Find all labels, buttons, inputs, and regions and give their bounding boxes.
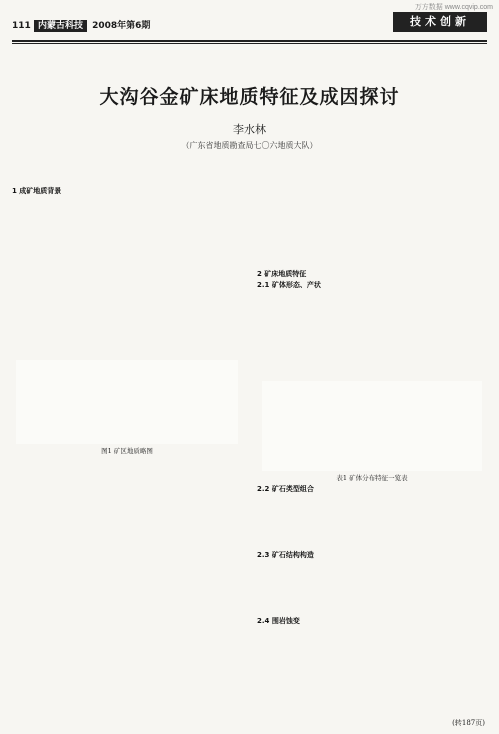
ore-body-table (262, 381, 482, 471)
journal-info (12, 18, 150, 31)
section-tab: 技术创新 (393, 12, 487, 32)
author: 李水林 (233, 123, 266, 136)
section-heading: 2 矿床地质特征 (257, 270, 307, 278)
subsection-heading: 2.4 围岩蚀变 (257, 617, 300, 625)
issue-label: 2008年第6期 (92, 21, 151, 31)
subsection-heading: 2.3 矿石结构构造 (257, 551, 314, 559)
body-text-area (257, 186, 487, 269)
left-column (12, 186, 242, 720)
watermark: 万方数据 www.cqvip.com (414, 4, 493, 11)
header-rule-thin (12, 43, 487, 44)
body-text-area (12, 197, 242, 356)
subsection-heading: 2.2 矿石类型组合 (257, 485, 314, 493)
figure-caption: 图1 矿区地质略图 (101, 447, 153, 455)
right-column (257, 186, 487, 720)
running-header (12, 12, 487, 38)
body-text-area (257, 495, 487, 550)
section-heading: 1 成矿地质背景 (12, 187, 62, 195)
header-rule (12, 40, 487, 42)
subsection-heading: 2.1 矿体形态、产状 (257, 281, 321, 289)
continued-note: (转187页) (452, 719, 485, 727)
geology-map-figure (16, 360, 238, 444)
issue-prefix: 111 (12, 21, 31, 31)
body-text-area (257, 561, 487, 616)
magazine-name: 内蒙古科技 (34, 20, 87, 32)
affiliation: （广东省地质勘查局七〇六地质大队） (181, 141, 318, 150)
table-caption: 表1 矿体分布特征一览表 (336, 474, 408, 482)
paper-title: 大沟谷金矿床地质特征及成因探讨 (99, 86, 400, 108)
body-text-area (257, 291, 487, 379)
